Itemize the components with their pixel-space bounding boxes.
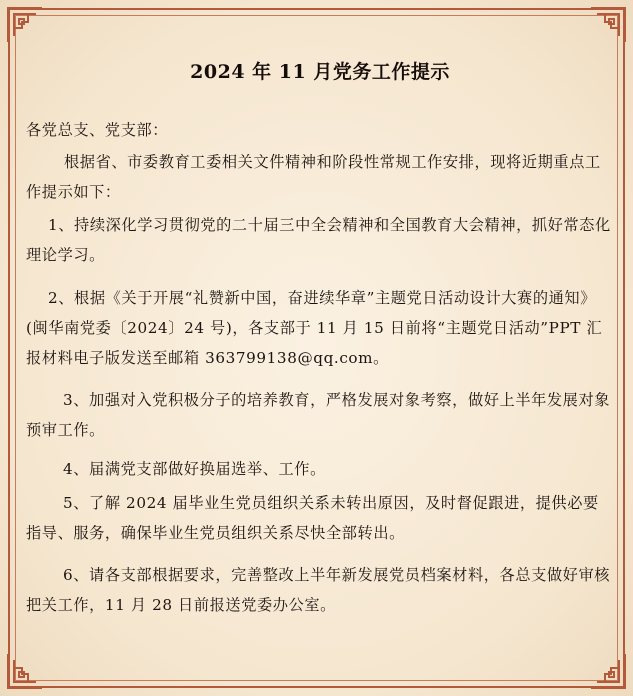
item-3: 3、加强对入党积极分子的培养教育，严格发展对象考察，做好上半年发展对象预审工作。 — [26, 391, 611, 439]
item-5: 5、了解 2024 届毕业生党员组织关系未转出原因，及时督促跟进，提供必要指导、服务，确保毕业生党员组织关系尽快全部转出。 — [26, 494, 599, 542]
item-6: 6、请各支部根据要求，完善整改上半年新发展党员档案材料，各总支做好审核把关工作，11 月 28 日前报送党委办公室。 — [26, 566, 611, 614]
item-4: 4、届满党支部做好换届选举、工作。 — [63, 460, 326, 478]
corner-ornament-icon — [587, 650, 631, 694]
corner-ornament-icon — [2, 650, 46, 694]
intro-paragraph: 根据省、市委教育工委相关文件精神和阶段性常规工作安排，现将近期重点工作提示如下： — [26, 153, 601, 201]
corner-ornament-icon — [2, 2, 46, 46]
corner-ornament-icon — [587, 2, 631, 46]
item-2: 2、根据《关于开展“礼赞新中国，奋进续华章”主题党日活动设计大赛的通知》(闽华南党委〔2024〕24 号)，各支部于 11 月 15 日前将“主题党日活动”PPT 汇报材料电子版发送至邮箱 363799138@qq.com。 — [26, 289, 603, 367]
document-title: 2024 年 11 月党务工作提示 — [190, 61, 450, 83]
item-1: 1、持续深化学习贯彻党的二十届三中全会精神和全国教育大会精神，抓好常态化理论学习。 — [26, 216, 611, 264]
salutation: 各党总支、党支部： — [26, 121, 169, 139]
